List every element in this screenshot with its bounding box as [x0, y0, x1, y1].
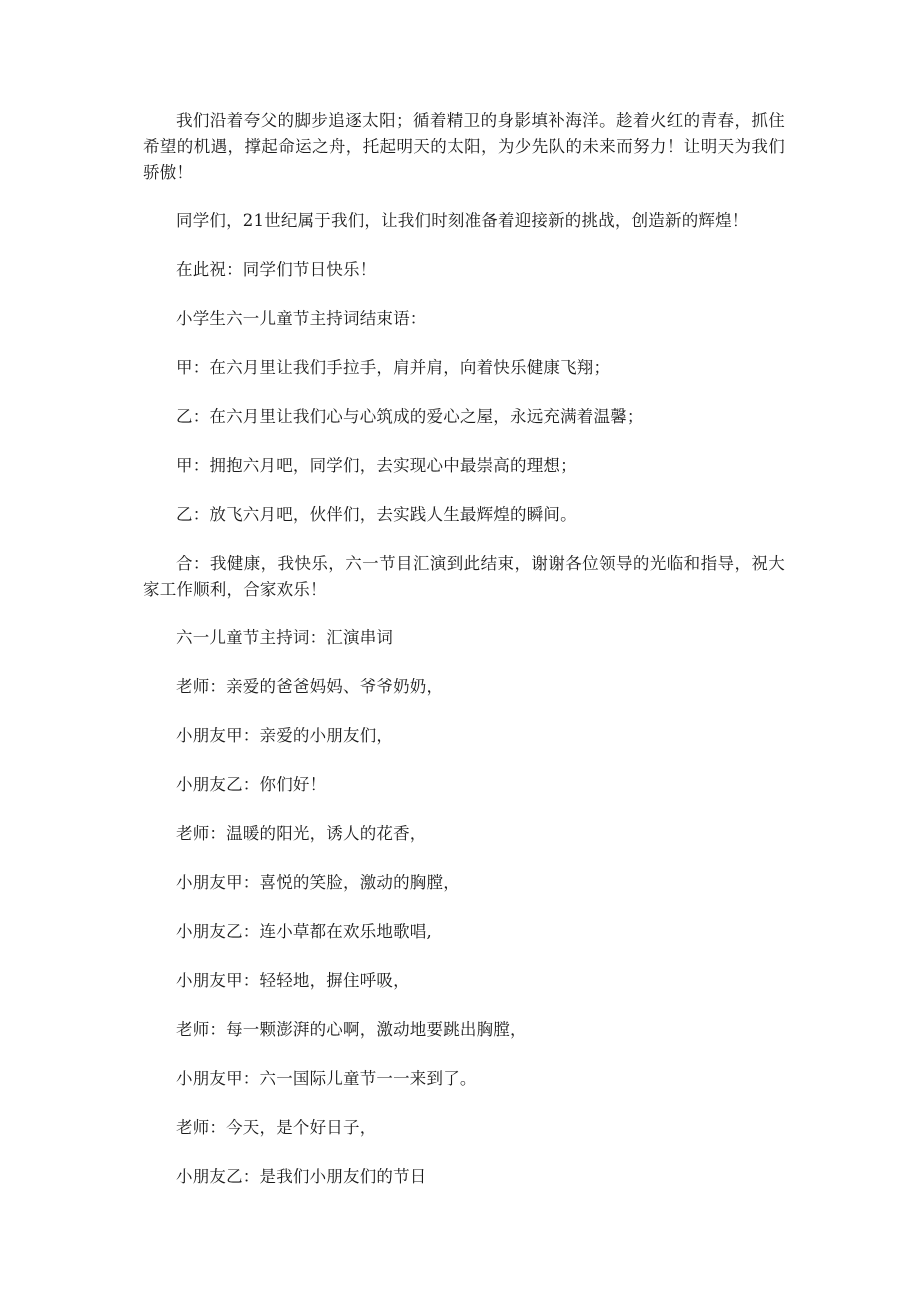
paragraph-child-a-1: 小朋友甲：亲爱的小朋友们， [176, 726, 394, 745]
paragraph-child-b-2: 小朋友乙：连小草都在欢乐地歌唱, [176, 922, 432, 941]
paragraph-21st-century: 同学们，21世纪属于我们，让我们时刻准备着迎接新的挑战，创造新的辉煌！ [176, 211, 749, 230]
paragraph-child-b-3: 小朋友乙：是我们小朋友们的节日 [176, 1167, 427, 1186]
paragraph-child-a-2: 小朋友甲：喜悦的笑脸，激动的胸膛， [176, 873, 460, 892]
document-body [143, 108, 785, 1213]
paragraph-line-yi-2: 乙：放飞六月吧，伙伴们，去实践人生最辉煌的瞬间。 [176, 505, 577, 524]
paragraph-line-jia-2: 甲：拥抱六月吧，同学们，去实现心中最崇高的理想； [176, 456, 577, 475]
paragraph-line-together: 合：我健康，我快乐，六一节目汇演到此结束，谢谢各位领导的光临和指导，祝大家工作顺利，合家欢乐！ [143, 554, 785, 599]
paragraph-intro: 我们沿着夸父的脚步追逐太阳；循着精卫的身影填补海洋。趁着火红的青春，抓住希望的机遇，撑起命运之舟，托起明天的太阳，为少先队的未来而努力！让明天为我们骄傲！ [143, 111, 785, 182]
paragraph-line-yi-1: 乙：在六月里让我们心与心筑成的爱心之屋，永远充满着温馨； [176, 407, 644, 426]
paragraph-teacher-2: 老师：温暖的阳光，诱人的花香， [176, 824, 427, 843]
paragraph-child-a-3: 小朋友甲：轻轻地，摒住呼吸， [176, 971, 410, 990]
paragraph-line-jia-1: 甲：在六月里让我们手拉手，肩并肩，向着快乐健康飞翔； [176, 358, 611, 377]
paragraph-teacher-1: 老师：亲爱的爸爸妈妈、爷爷奶奶， [176, 677, 444, 696]
paragraph-teacher-4: 老师：今天，是个好日子， [176, 1118, 377, 1137]
paragraph-child-b-1: 小朋友乙：你们好！ [176, 775, 327, 794]
section-heading-showcase: 六一儿童节主持词：汇演串词 [176, 628, 394, 647]
paragraph-child-a-4: 小朋友甲：六一国际儿童节一一来到了。 [176, 1069, 477, 1088]
paragraph-teacher-3: 老师：每一颗澎湃的心啊，激动地要跳出胸膛， [176, 1020, 527, 1039]
section-heading-closing: 小学生六一儿童节主持词结束语： [176, 309, 427, 328]
paragraph-greeting: 在此祝：同学们节日快乐！ [176, 260, 377, 279]
